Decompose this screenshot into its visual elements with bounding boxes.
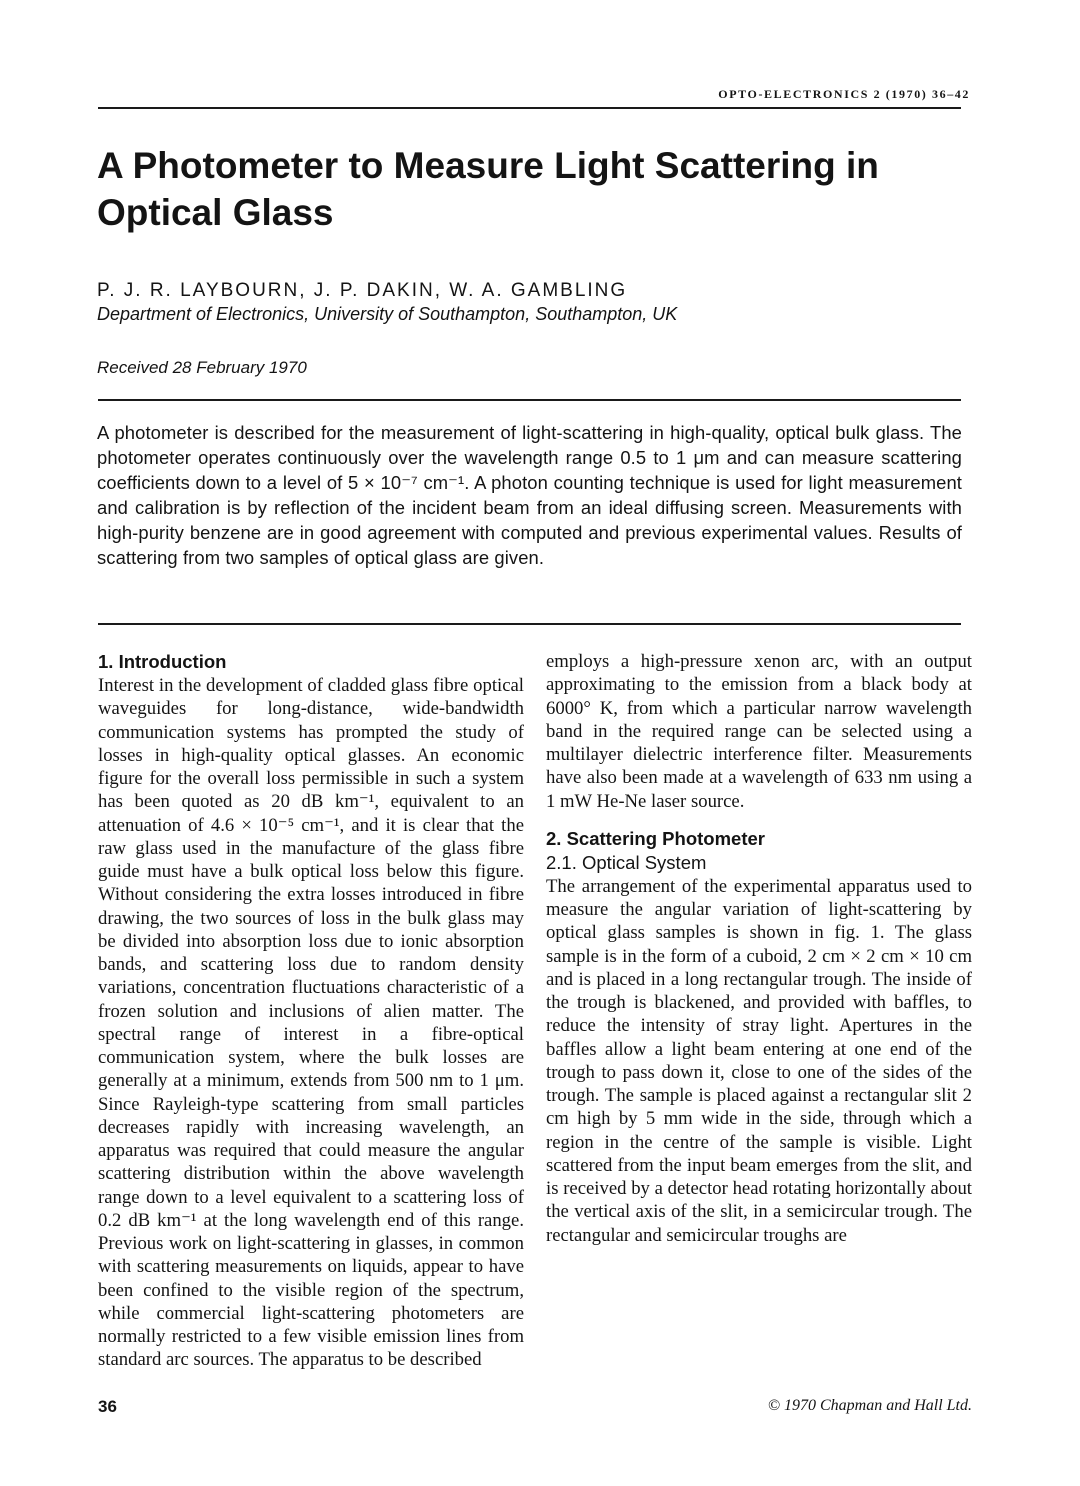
right-column: [546, 650, 972, 1247]
header-rule: [98, 107, 961, 109]
abstract-bottom-rule: [98, 623, 961, 625]
section-1-heading: 1. Introduction: [98, 651, 227, 672]
abstract-top-rule: [98, 399, 961, 401]
section-1-text-continued: employs a high-pressure xenon arc, with an output approximating to the emission from a black body at 6000° K, from which a particular narrow wavelength band in the required range can be selected using a multilayer dielectric interference filter. Measurements have also been made at a wavelength of 633 nm using a 1 mW He-Ne laser source.: [546, 651, 972, 812]
column-spacer: [546, 813, 972, 827]
affiliation: Department of Electronics, University of Southampton, Southampton, UK: [97, 304, 678, 324]
article-title: A Photometer to Measure Light Scattering in Optical Glass: [97, 145, 879, 233]
page-number: 36: [98, 1397, 117, 1416]
received-date: Received 28 February 1970: [97, 358, 307, 377]
section-2-1-heading: 2.1. Optical System: [546, 851, 707, 873]
section-2-heading: 2. Scattering Photometer: [546, 827, 765, 849]
journal-header: OPTO-ELECTRONICS 2 (1970) 36–42: [718, 87, 970, 101]
authors: P. J. R. LAYBOURN, J. P. DAKIN, W. A. GAMBLING: [97, 280, 628, 301]
abstract: A photometer is described for the measurement of light-scattering in high-quality, optical bulk glass. The photometer operates continuously over the wavelength range 0.5 to 1 μm and can measure scattering coefficients down to a level of 5 × 10⁻⁷ cm⁻¹. A photon counting technique is used for light measurement and calibration is by reflection of the incident beam from an ideal diffusing screen. Measurements with high-purity benzene are in good agreement with computed and previous experimental values. Results of scattering from two samples of optical glass are given.: [97, 422, 962, 568]
section-2-1-text: The arrangement of the experimental apparatus used to measure the angular variation of light-scattering by optical glass samples is shown in fig. 1. The glass sample is in the form of a cuboid, 2 cm × 2 cm × 10 cm and is placed in a long rectangular trough. The inside of the trough is blackened, and provided with baffles, to reduce the intensity of stray light. Apertures in the baffles allow a light beam entering at one end of the trough to pass down it, close to one of the sides of the trough. The sample is placed against a rectangular slit 2 cm high by 5 mm wide in the side, through which a region in the centre of the sample is visible. Light scattered from the input beam emerges from the slit, and is received by a detector head rotating horizontally about the vertical axis of the slit, in a semicircular trough. The rectangular and semicircular troughs are: [546, 875, 972, 1246]
copyright: © 1970 Chapman and Hall Ltd.: [767, 1397, 972, 1414]
section-1-text: Interest in the development of cladded glass fibre optical waveguides for long-distance, wide-bandwidth communication systems has prompted the study of losses in high-quality optical glasses. An economic figure for the overall loss permissible in such a system has been quoted as 20 dB km⁻¹, equivalent to an attenuation of 4.6 × 10⁻⁵ cm⁻¹, and it is clear that the raw glass used in the manufacture of the glass fibre guide must have a bulk optical loss below this figure. Without considering the extra losses introduced in fibre drawing, the two sources of loss in the bulk glass may be divided into absorption loss due to ionic absorption bands, and scattering loss due to random density variations, concentration fluctuations characteristic of a frozen solution and inclusions of alien matter. The spectral range of interest in a fibre-optical communication system, where the bulk losses are generally at a minimum, extends from 500 nm to 1 μm. Since Rayleigh-type scattering from small particles decreases rapidly with increasing wavelength, an apparatus was required that could measure the angular scattering distribution within the above wavelength range down to a level equivalent to a scattering loss of 0.2 dB km⁻¹ at the long wavelength end of this range. Previous work on light-scattering in glasses, in common with scattering measurements on liquids, appear to have been confined to the visible region of the spectrum, while commercial light-scattering photometers are normally restricted to a few visible emission lines from standard arc sources. The apparatus to be described: [98, 675, 524, 1371]
left-column: [98, 650, 524, 1372]
